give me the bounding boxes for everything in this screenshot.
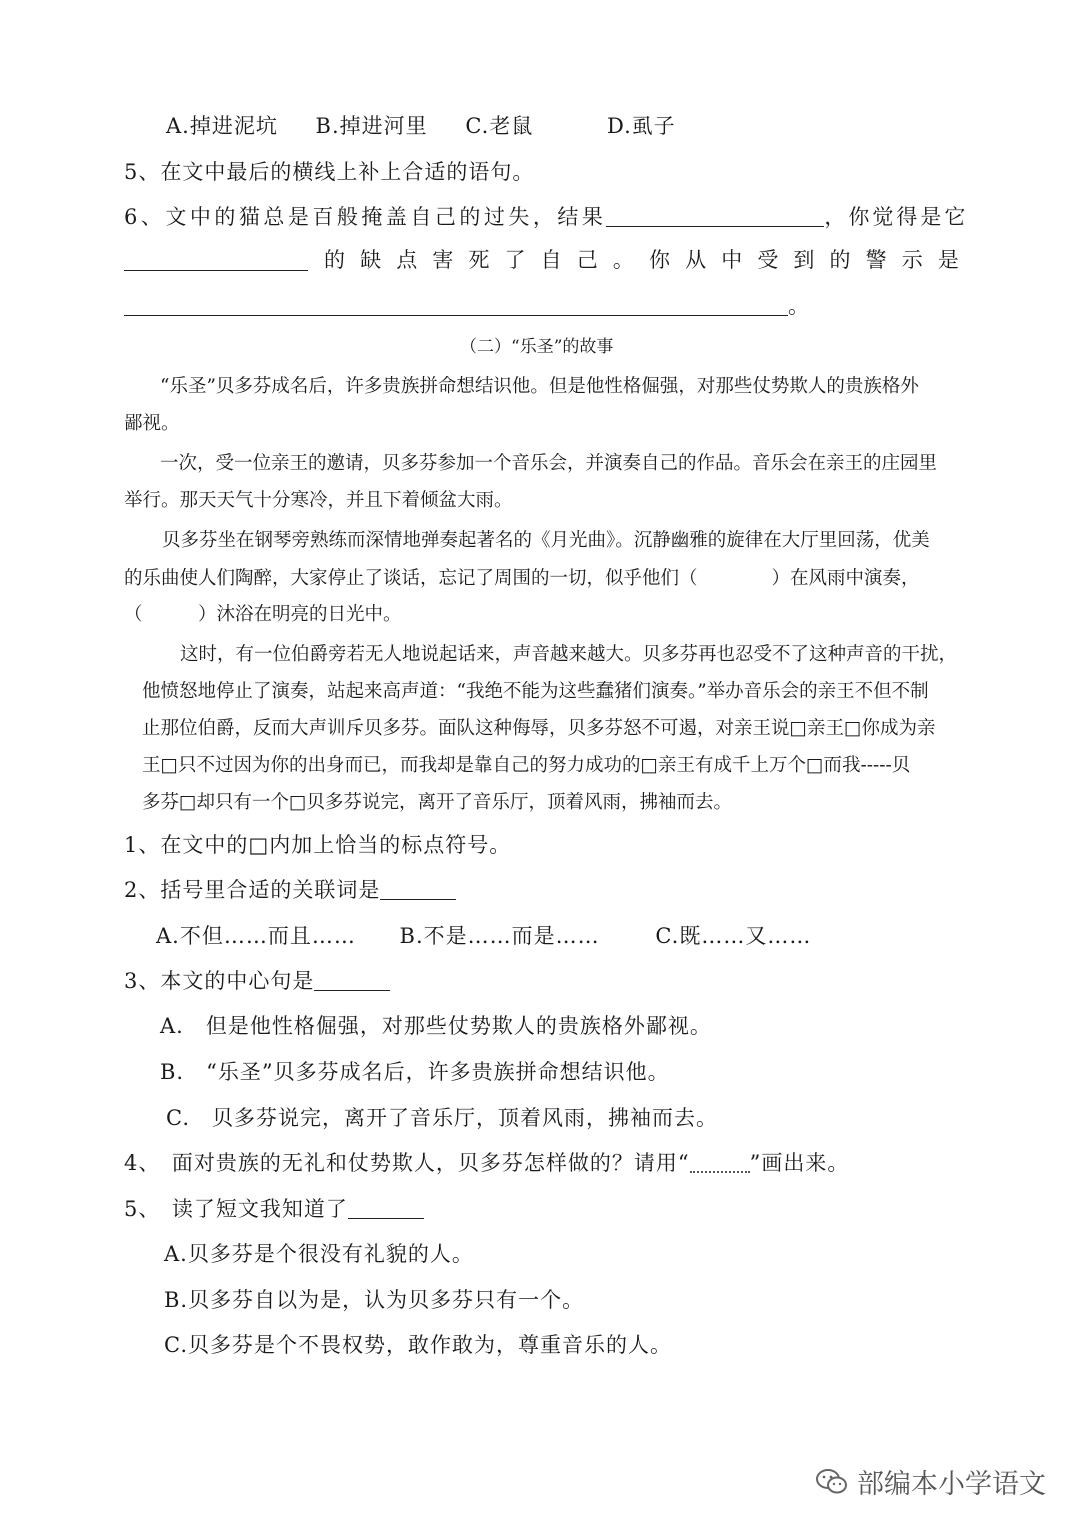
passage-p3-a: 贝多芬坐在钢琴旁熟练而深情地弹奏起著名的《月光曲》。沉静幽雅的旋律在大厅里回荡，优美 (162, 530, 930, 551)
q5-option-b: B.贝多芬自以为是，认为贝多芬只有一个。 (164, 1288, 585, 1312)
question-5-text: 5、 读了短文我知道了 (124, 1197, 348, 1221)
passage-p4-b: 他愤怒地停止了演奏，站起来高声道：“我绝不能为这些蠢猪们演奏。”举办音乐会的亲王不但不制 (142, 681, 929, 702)
question-3 (124, 971, 390, 992)
q6-spread-char: 警 (865, 248, 888, 272)
s1-q6-blank2[interactable] (124, 270, 308, 271)
question-5 (124, 1199, 424, 1220)
passage-p3-c: （ ）沐浴在明亮的日光中。 (124, 604, 402, 625)
s1-q6-line2 (124, 250, 960, 271)
wechat-icon (815, 1468, 849, 1496)
q6-spread-char: 的 (829, 248, 852, 272)
q4-option-b: B.掉进河里 (315, 114, 428, 138)
q6-spread-char: 自 (540, 248, 563, 272)
question-4-text-b: ”画出来。 (749, 1151, 850, 1175)
q6-spread-char: 受 (757, 248, 780, 272)
s1-q6-blank1[interactable] (606, 226, 824, 227)
q3-option-c: C. 贝多芬说完，离开了音乐厅，顶着风雨，拂袖而去。 (166, 1106, 718, 1130)
q2-option-c: C.既……又…… (655, 924, 812, 948)
q6-spread-char: 到 (793, 248, 816, 272)
question-2 (124, 880, 456, 901)
s1-q6-spread-text (324, 250, 960, 271)
q4-option-a: A.掉进泥坑 (166, 114, 278, 138)
passage-p4-a: 这时，有一位伯爵旁若无人地说起话来，声音越来越大。贝多芬再也忍受不了这种声音的干扰， (180, 644, 958, 665)
passage-p1-b: 鄙视。 (124, 413, 180, 434)
q6-spread-char: 点 (396, 248, 419, 272)
s1-q6-end: 。 (788, 294, 810, 318)
q6-spread-char: 了 (504, 248, 527, 272)
q6-spread-char: 你 (648, 248, 671, 272)
question-2-text: 2、括号里合适的关联词是 (124, 878, 381, 902)
q6-spread-char: 示 (901, 248, 924, 272)
question-2-options (156, 926, 811, 947)
q6-spread-char: 中 (721, 248, 744, 272)
q6-spread-char: 是 (937, 248, 960, 272)
question-2-blank[interactable] (380, 899, 456, 900)
question-3-text: 3、本文的中心句是 (124, 969, 315, 993)
passage-p1-a: “乐圣”贝多芬成名后，许多贵族拼命想结识他。但是他性格倔强，对那些仗势欺人的贵族格外 (160, 376, 919, 397)
passage-p4-c: 止那位伯爵，反而大声训斥贝多芬。面队这种侮辱，贝多芬怒不可遏，对亲王说□亲王□你成为亲 (142, 718, 936, 739)
s1-q5: 5、在文中最后的横线上补上合适的语句。 (124, 160, 535, 184)
question-1: 1、在文中的□内加上恰当的标点符号。 (124, 833, 512, 857)
question-3-blank[interactable] (314, 990, 390, 991)
s1-q6-line3 (124, 296, 810, 317)
wavy-underline-sample (690, 1171, 750, 1173)
q6-spread-char: 死 (468, 248, 491, 272)
q6-spread-char: 缺 (360, 248, 383, 272)
question-4-text-a: 4、 面对贵族的无礼和仗势欺人，贝多芬怎样做的？请用“ (124, 1151, 690, 1175)
q6-spread-char: 己 (576, 248, 599, 272)
section2-title: （二）“乐圣”的故事 (460, 337, 614, 357)
q2-option-a: A.不但……而且…… (156, 924, 356, 948)
watermark-text: 部编本小学语文 (857, 1469, 1046, 1500)
q6-spread-char: 。 (612, 248, 635, 272)
q4-options-row (166, 116, 676, 137)
q6-spread-char: 的 (324, 248, 346, 272)
passage-p2-a: 一次，受一位亲王的邀请，贝多芬参加一个音乐会，并演奏自己的作品。音乐会在亲王的庄园里 (160, 453, 938, 474)
passage-p3-b: 的乐曲使人们陶醉，大家停止了谈话，忘记了周围的一切，似乎他们（ ）在风雨中演奏， (124, 568, 920, 589)
passage-p2-b: 举行。那天天气十分寒冷，并且下着倾盆大雨。 (124, 490, 513, 511)
q6-spread-char: 害 (432, 248, 455, 272)
passage-p4-d: 王□只不过因为你的出身而已，而我却是靠自己的努力成功的□亲王有成千上万个□而我-----贝 (142, 755, 911, 776)
passage-p4-e: 多芬□却只有一个□贝多芬说完，离开了音乐厅，顶着风雨，拂袖而去。 (142, 792, 732, 813)
question-5-blank[interactable] (348, 1218, 424, 1219)
q2-option-b: B.不是……而是…… (399, 924, 600, 948)
question-4 (124, 1153, 849, 1174)
q4-option-c: C.老鼠 (465, 114, 534, 138)
q5-option-a: A.贝多芬是个很没有礼貌的人。 (164, 1242, 474, 1266)
q6-spread-char: 从 (685, 248, 708, 272)
s1-q6-part2: ，你觉得是它 (824, 205, 969, 229)
s1-q6-line1 (124, 207, 968, 228)
q3-option-b: B. “乐圣”贝多芬成名后，许多贵族拼命想结识他。 (160, 1060, 670, 1084)
s1-q6-blank3[interactable] (124, 315, 788, 316)
s1-q6-part1: 6、文中的猫总是百般掩盖自己的过失，结果 (124, 205, 607, 229)
q5-option-c: C.贝多芬是个不畏权势，敢作敢为，尊重音乐的人。 (164, 1333, 672, 1357)
q3-option-a: A. 但是他性格倔强，对那些仗势欺人的贵族格外鄙视。 (160, 1014, 712, 1038)
q4-option-d: D.虱子 (607, 114, 676, 138)
watermark (815, 1462, 1046, 1501)
